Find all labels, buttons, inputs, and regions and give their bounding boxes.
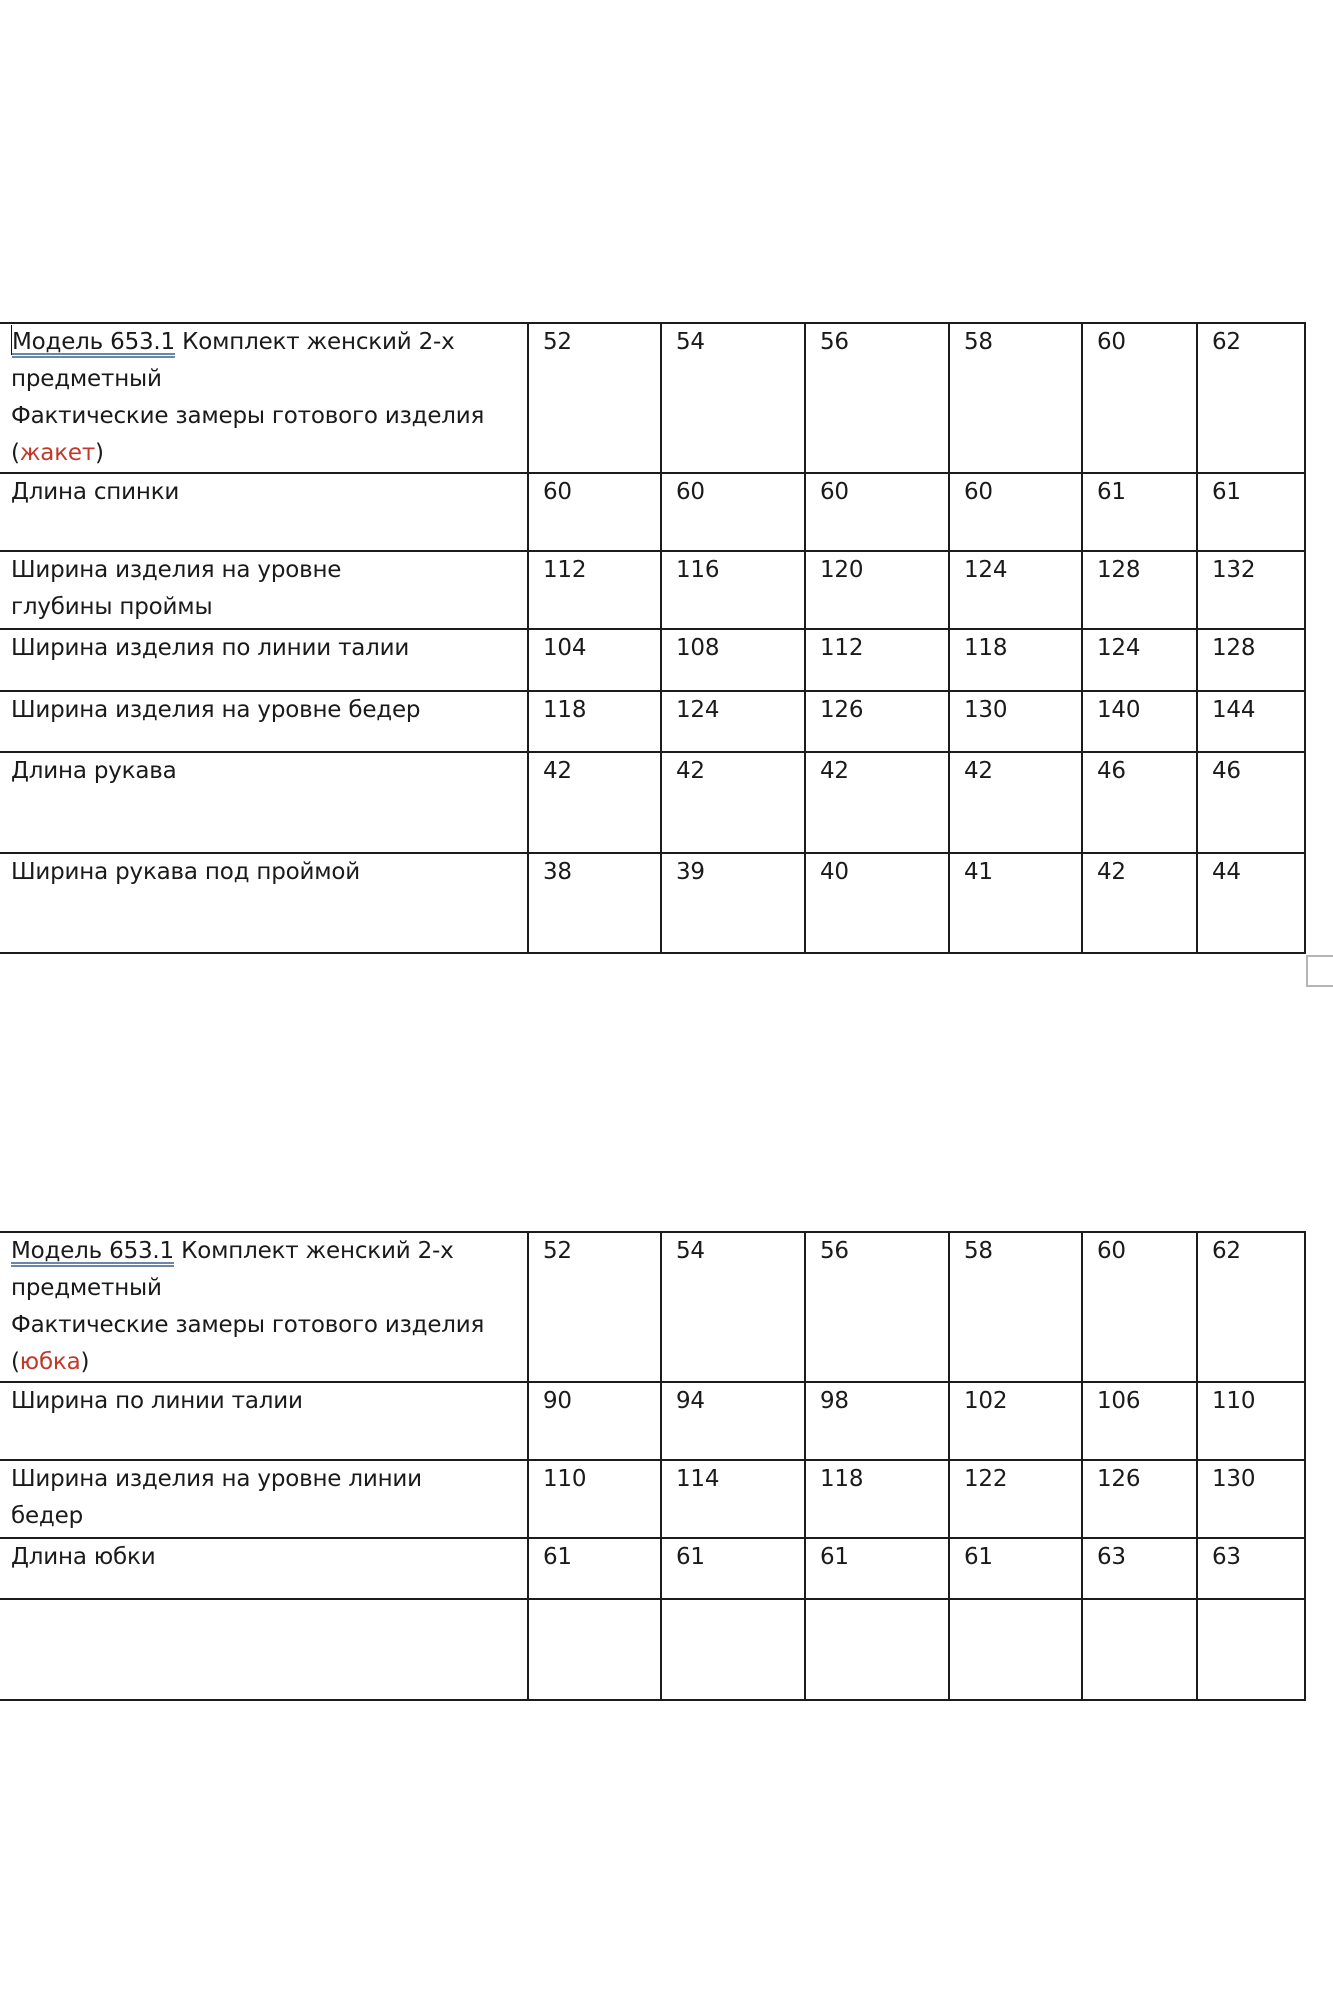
empty-row: [0, 1599, 1305, 1700]
value-cell[interactable]: [528, 1599, 661, 1700]
paren-close: ): [95, 440, 104, 466]
size-header[interactable]: 54: [661, 323, 805, 473]
value-cell[interactable]: 104: [528, 629, 661, 691]
value-cell[interactable]: 63: [1082, 1538, 1197, 1599]
table-row: [0, 551, 1305, 629]
value-cell[interactable]: 60: [949, 473, 1082, 551]
value-cell[interactable]: 41: [949, 853, 1082, 953]
paren-close: ): [80, 1349, 90, 1375]
header-cell[interactable]: [0, 1232, 528, 1382]
size-header[interactable]: 62: [1197, 1232, 1305, 1382]
table-resize-handle[interactable]: [1306, 955, 1333, 987]
row-label[interactable]: Ширина изделия на уровне бедер: [0, 691, 528, 752]
value-cell[interactable]: 46: [1082, 752, 1197, 853]
value-cell[interactable]: [1082, 1599, 1197, 1700]
value-cell[interactable]: 61: [661, 1538, 805, 1599]
value-cell[interactable]: 61: [1197, 473, 1305, 551]
value-cell[interactable]: 61: [528, 1538, 661, 1599]
value-cell[interactable]: [949, 1599, 1082, 1700]
model-number: Модель 653.1: [11, 1238, 174, 1264]
paren-open: (: [11, 440, 20, 466]
value-cell[interactable]: 124: [949, 551, 1082, 629]
value-cell[interactable]: 118: [949, 629, 1082, 691]
value-cell[interactable]: 61: [805, 1538, 949, 1599]
value-cell[interactable]: 130: [1197, 1460, 1305, 1538]
size-header[interactable]: 52: [528, 1232, 661, 1382]
table-row: [0, 1460, 1305, 1538]
size-header[interactable]: 58: [949, 1232, 1082, 1382]
jacket-measurements-table: [0, 322, 1306, 954]
product-title: Комплект женский 2-х предметный: [11, 329, 455, 392]
row-label[interactable]: Ширина изделия по линии талии: [0, 629, 528, 691]
value-cell[interactable]: 126: [1082, 1460, 1197, 1538]
item-type: юбка: [19, 1349, 81, 1375]
value-cell[interactable]: 44: [1197, 853, 1305, 953]
value-cell[interactable]: 128: [1082, 551, 1197, 629]
value-cell[interactable]: 140: [1082, 691, 1197, 752]
header-row: [0, 1232, 1305, 1382]
value-cell[interactable]: 60: [528, 473, 661, 551]
value-cell[interactable]: 60: [805, 473, 949, 551]
value-cell[interactable]: 128: [1197, 629, 1305, 691]
value-cell[interactable]: 130: [949, 691, 1082, 752]
value-cell[interactable]: 42: [528, 752, 661, 853]
size-header[interactable]: 58: [949, 323, 1082, 473]
value-cell[interactable]: 124: [661, 691, 805, 752]
value-cell[interactable]: 122: [949, 1460, 1082, 1538]
value-cell[interactable]: 42: [949, 752, 1082, 853]
value-cell[interactable]: 118: [528, 691, 661, 752]
size-header[interactable]: 60: [1082, 323, 1197, 473]
size-header[interactable]: 56: [805, 1232, 949, 1382]
value-cell[interactable]: 112: [528, 551, 661, 629]
value-cell[interactable]: 110: [528, 1460, 661, 1538]
value-cell[interactable]: 132: [1197, 551, 1305, 629]
row-label[interactable]: Длина спинки: [0, 473, 528, 551]
value-cell[interactable]: 114: [661, 1460, 805, 1538]
header-row: [0, 323, 1305, 473]
value-cell[interactable]: 61: [1082, 473, 1197, 551]
row-label[interactable]: Ширина по линии талии: [0, 1382, 528, 1460]
size-header[interactable]: 52: [528, 323, 661, 473]
value-cell[interactable]: [661, 1599, 805, 1700]
value-cell[interactable]: 98: [805, 1382, 949, 1460]
table-row: [0, 629, 1305, 691]
size-header[interactable]: 62: [1197, 323, 1305, 473]
value-cell[interactable]: 108: [661, 629, 805, 691]
value-cell[interactable]: 116: [661, 551, 805, 629]
size-header[interactable]: 54: [661, 1232, 805, 1382]
table-row: [0, 1382, 1305, 1460]
value-cell[interactable]: 112: [805, 629, 949, 691]
size-header[interactable]: 56: [805, 323, 949, 473]
table-row: [0, 691, 1305, 752]
value-cell[interactable]: 42: [661, 752, 805, 853]
item-type: жакет: [19, 440, 96, 466]
value-cell[interactable]: 46: [1197, 752, 1305, 853]
size-header[interactable]: 60: [1082, 1232, 1197, 1382]
value-cell[interactable]: [805, 1599, 949, 1700]
value-cell[interactable]: 40: [805, 853, 949, 953]
value-cell[interactable]: 42: [805, 752, 949, 853]
subtitle: Фактические замеры готового изделия: [11, 403, 485, 429]
value-cell[interactable]: 102: [949, 1382, 1082, 1460]
product-title: Комплект женский 2-х предметный: [11, 1238, 454, 1301]
value-cell[interactable]: 118: [805, 1460, 949, 1538]
row-label[interactable]: Длина рукава: [0, 752, 528, 853]
paren-open: (: [11, 1349, 20, 1375]
table-row: [0, 1538, 1305, 1599]
model-number: Модель 653.1: [12, 329, 175, 355]
row-label[interactable]: [0, 1599, 528, 1700]
row-label[interactable]: Ширина изделия на уровне линии бедер: [0, 1460, 528, 1538]
value-cell[interactable]: 39: [661, 853, 805, 953]
table-row: [0, 473, 1305, 551]
value-cell[interactable]: 90: [528, 1382, 661, 1460]
row-label[interactable]: Ширина изделия на уровне глубины проймы: [0, 551, 528, 629]
table-row: [0, 752, 1305, 853]
value-cell[interactable]: 110: [1197, 1382, 1305, 1460]
value-cell[interactable]: 120: [805, 551, 949, 629]
value-cell[interactable]: 144: [1197, 691, 1305, 752]
row-label[interactable]: Ширина рукава под проймой: [0, 853, 528, 953]
value-cell[interactable]: 38: [528, 853, 661, 953]
value-cell[interactable]: 42: [1082, 853, 1197, 953]
value-cell[interactable]: 124: [1082, 629, 1197, 691]
value-cell[interactable]: 60: [661, 473, 805, 551]
value-cell[interactable]: 106: [1082, 1382, 1197, 1460]
skirt-measurements-table: [0, 1231, 1306, 1701]
value-cell[interactable]: 61: [949, 1538, 1082, 1599]
header-cell[interactable]: [0, 323, 528, 473]
row-label[interactable]: Длина юбки: [0, 1538, 528, 1599]
table-row: [0, 853, 1305, 953]
value-cell[interactable]: 126: [805, 691, 949, 752]
value-cell[interactable]: 63: [1197, 1538, 1305, 1599]
value-cell[interactable]: [1197, 1599, 1305, 1700]
subtitle: Фактические замеры готового изделия: [11, 1312, 485, 1338]
value-cell[interactable]: 94: [661, 1382, 805, 1460]
